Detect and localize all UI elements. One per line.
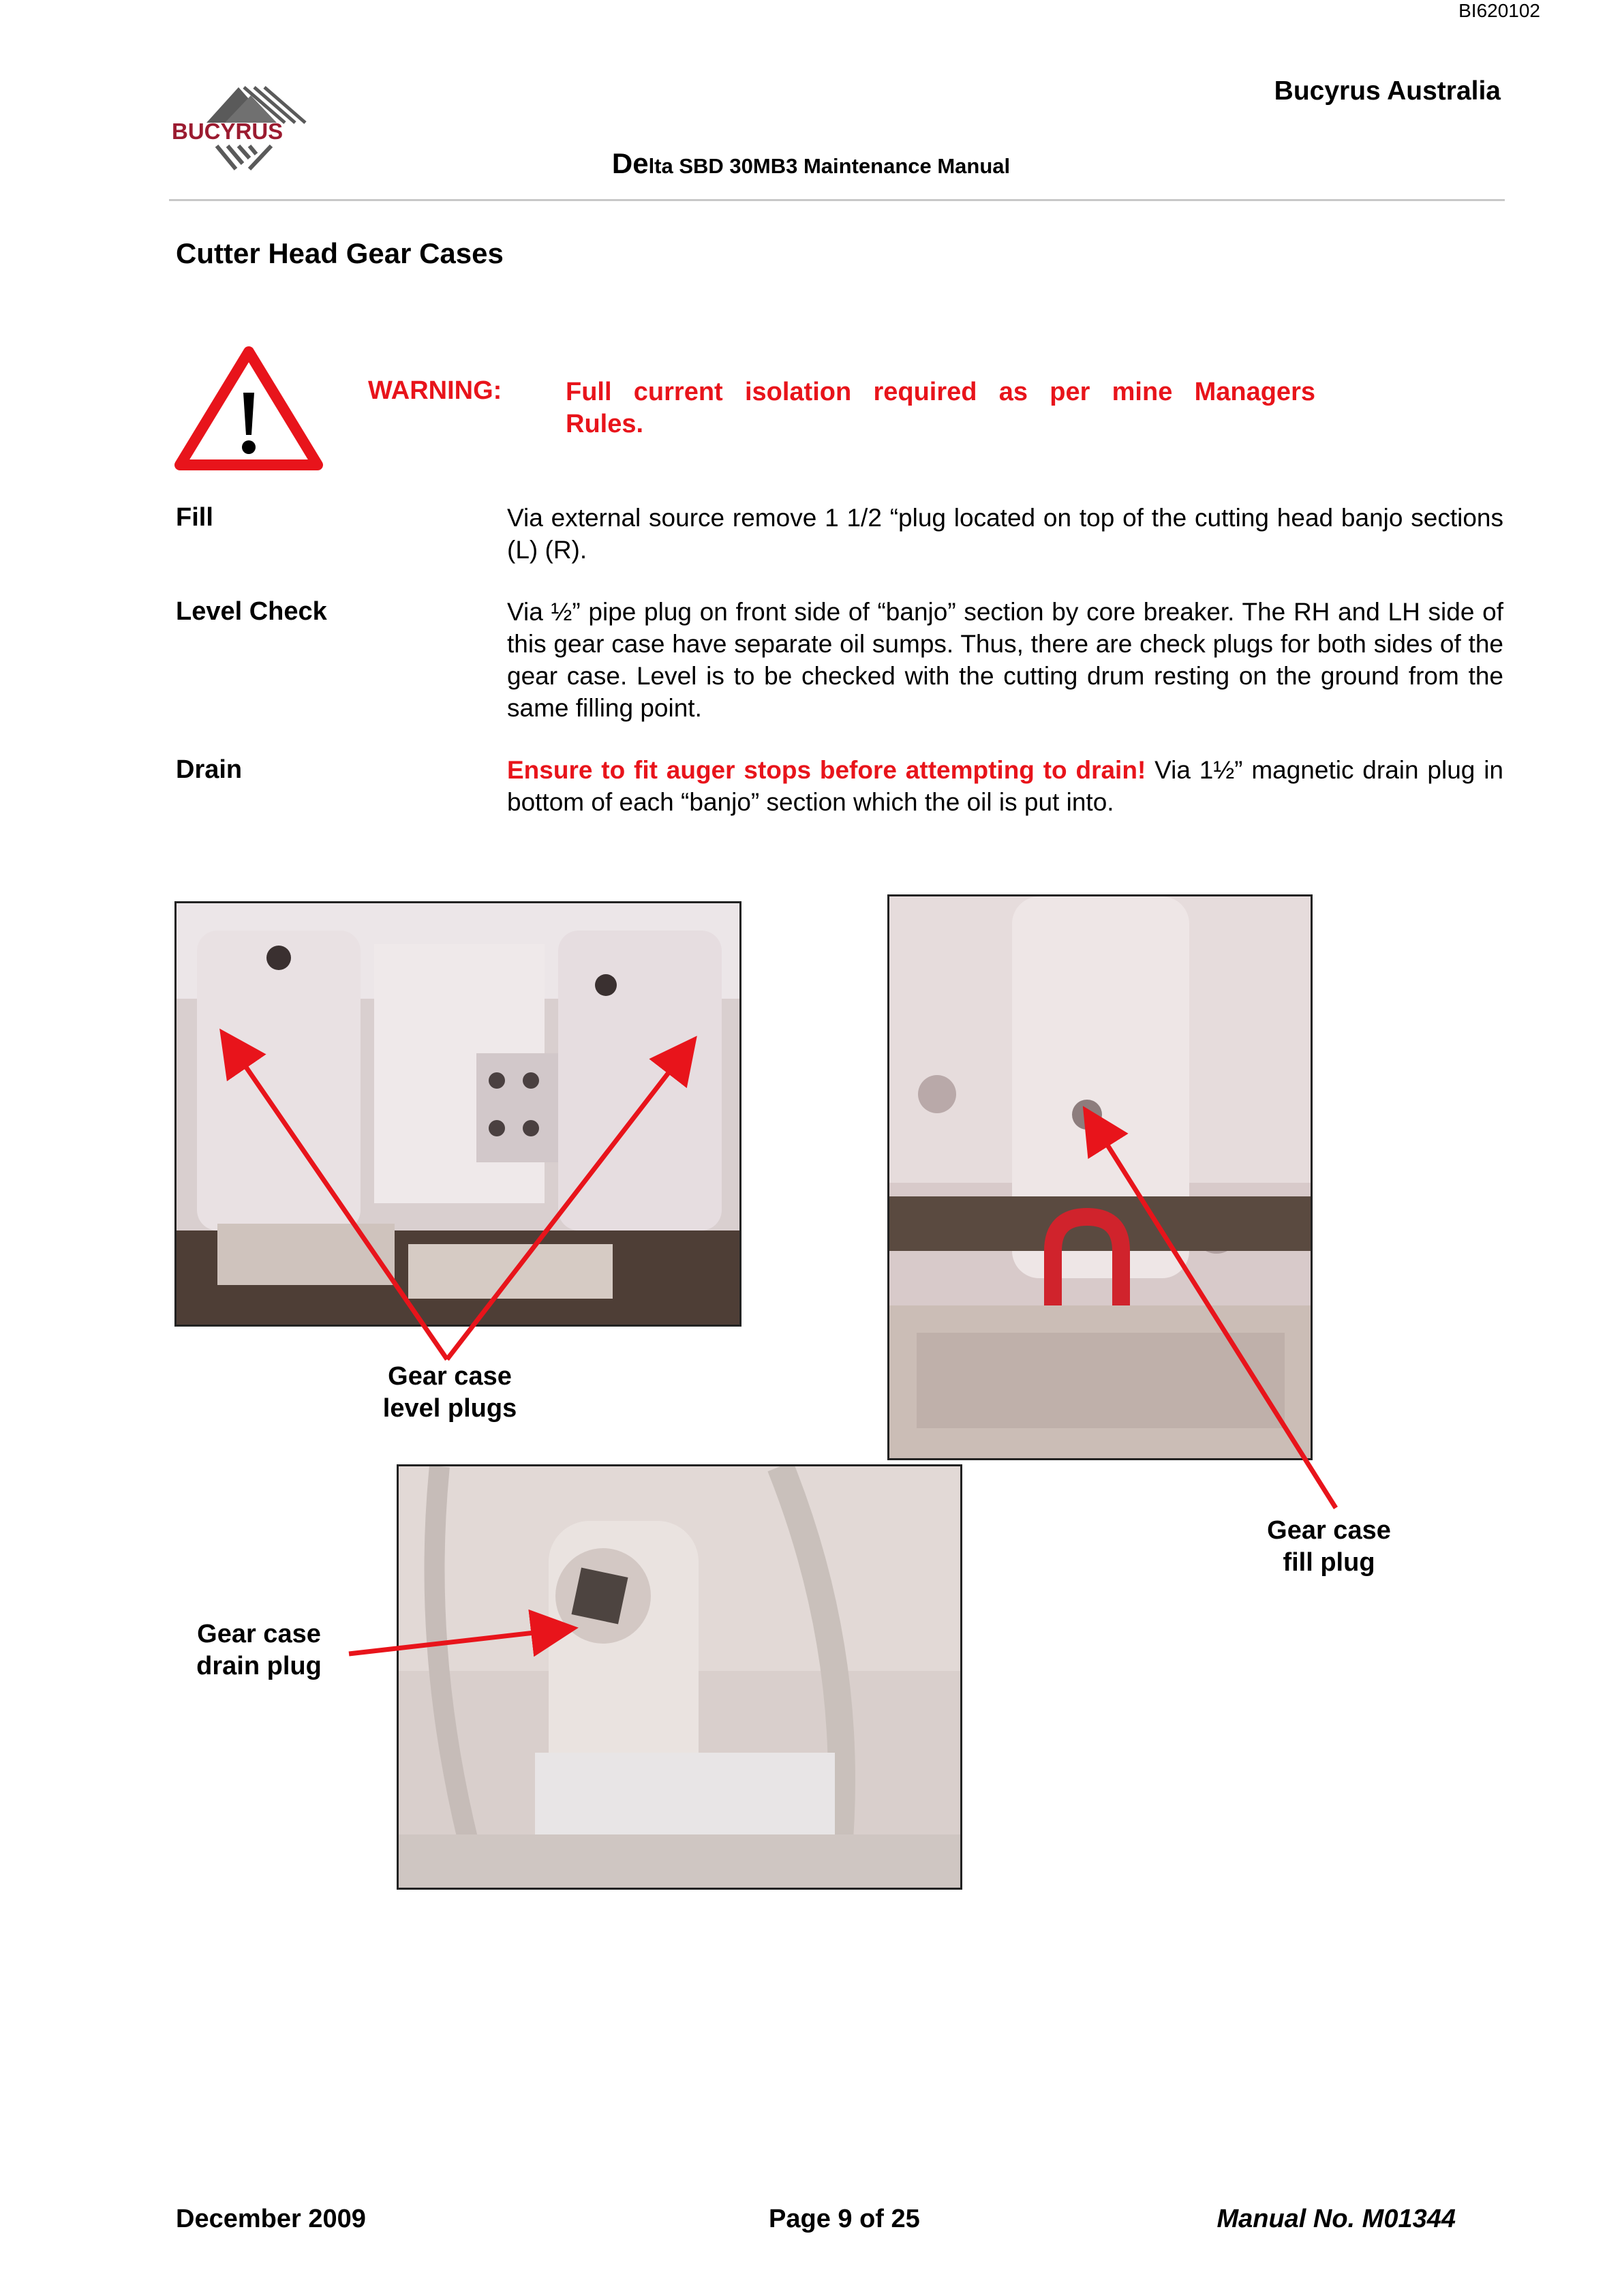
level-plugs-photo	[174, 901, 741, 1327]
caption-level-line1: Gear case	[388, 1362, 512, 1391]
document-id: BI620102	[1458, 0, 1540, 21]
caption-fill-line1: Gear case	[1267, 1516, 1391, 1545]
drain-label: Drain	[176, 755, 243, 784]
drain-text	[507, 754, 1503, 818]
company-name: Bucyrus Australia	[1274, 76, 1501, 106]
caption-drain-line2: drain plug	[196, 1652, 322, 1680]
level-check-label: Level Check	[176, 597, 327, 626]
subtitle-rest: lta SBD 30MB3 Maintenance Manual	[648, 154, 1011, 178]
caption-drain-plug	[157, 1618, 361, 1682]
header-divider	[169, 199, 1505, 201]
warning-label: WARNING:	[368, 376, 502, 405]
caption-fill-line2: fill plug	[1283, 1548, 1375, 1577]
drain-instructions: Via 1½” magnetic drain plug in bottom of each “banjo” section which the oil is put into.	[507, 756, 1503, 816]
caption-level-plugs	[341, 1361, 559, 1425]
drain-warning: Ensure to fit auger stops before attempting to drain!	[507, 756, 1146, 784]
caption-drain-line1: Gear case	[197, 1620, 321, 1648]
section-title: Cutter Head Gear Cases	[176, 237, 504, 269]
manual-subtitle	[0, 147, 1622, 180]
fill-plug-photo	[887, 894, 1313, 1460]
warning-text: Full current isolation required as per mine Managers Rules.	[566, 378, 1315, 438]
footer-date: December 2009	[176, 2205, 366, 2233]
subtitle-prefix: De	[611, 147, 649, 179]
logo-text: BUCYRUS	[172, 119, 284, 144]
level-check-text: Via ½” pipe plug on front side of “banjo” section by core breaker. The RH and LH side of this gear case have separate oil sumps. Thus, there are check plugs for both sides of the gear case. Level is to be checked with the cutting drum resting on the ground from the same filling point.	[507, 598, 1503, 722]
caption-level-line2: level plugs	[382, 1394, 517, 1423]
caption-fill-plug	[1227, 1515, 1431, 1579]
footer-manual-number: Manual No. M01344	[1216, 2205, 1456, 2233]
warning-triangle-icon	[173, 345, 324, 472]
drain-plug-photo	[397, 1464, 962, 1890]
fill-text: Via external source remove 1 1/2 “plug located on top of the cutting head banjo sections (L) (R).	[507, 504, 1503, 564]
footer-page-number: Page 9 of 25	[769, 2205, 920, 2233]
fill-label: Fill	[176, 503, 213, 532]
